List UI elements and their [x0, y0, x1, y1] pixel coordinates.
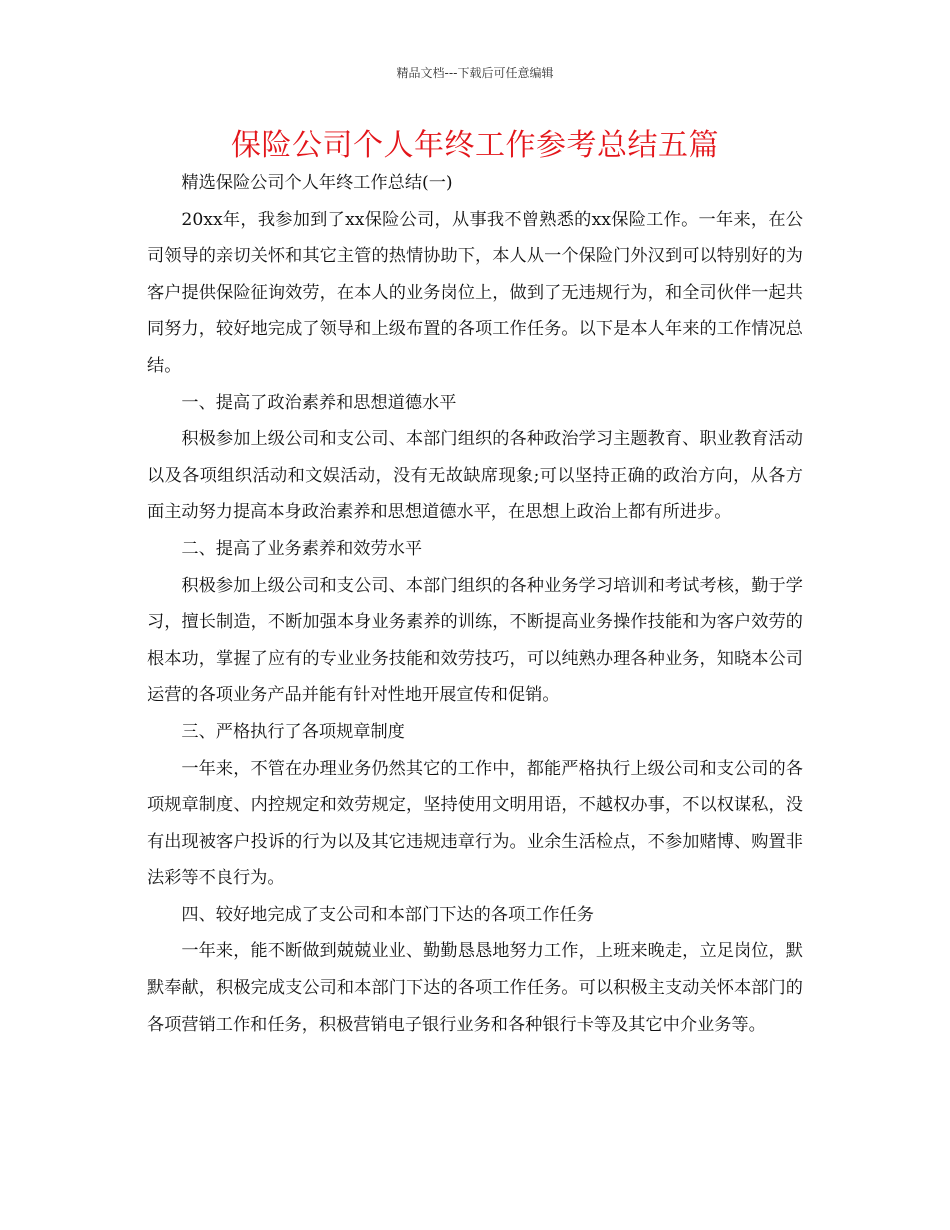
paragraph-section-2: 积极参加上级公司和支公司、本部门组织的各种业务学习培训和考试考核，勤于学习，擅长制造，不断加强本身业务素养的训练，不断提高业务操作技能和为客户效劳的根本功，掌握了应有的专业业务技能和效劳技巧，可以纯熟办理各种业务，知晓本公司运营的各项业务产品并能有针对性地开展宣传和促销。	[147, 575, 803, 706]
section-heading-1: 一、提高了政治素养和思想道德水平	[181, 392, 457, 413]
document-header: 精品文档---下载后可任意编辑	[396, 66, 554, 80]
paragraph-subtitle: 精选保险公司个人年终工作总结(一)	[181, 173, 453, 193]
document-body	[147, 165, 803, 1043]
section-heading-2: 二、提高了业务素养和效劳水平	[181, 538, 423, 559]
section-heading-3: 三、严格执行了各项规章制度	[181, 721, 405, 742]
paragraph-section-4: 一年来，能不断做到兢兢业业、勤勤恳恳地努力工作，上班来晚走，立足岗位，默默奉献，积极完成支公司和本部门下达的各项工作任务。可以积极主支动关怀本部门的各项营销工作和任务，积极营销电子银行业务和各种银行卡等及其它中介业务等。	[147, 941, 803, 1035]
paragraph-section-1: 积极参加上级公司和支公司、本部门组织的各种政治学习主题教育、职业教育活动以及各项组织活动和文娱活动，没有无故缺席现象;可以坚持正确的政治方向，从各方面主动努力提高本身政治素养和思想道德水平，在思想上政治上都有所进步。	[147, 429, 803, 523]
section-heading-4: 四、较好地完成了支公司和本部门下达的各项工作任务	[181, 904, 594, 925]
paragraph-section-3: 一年来，不管在办理业务仍然其它的工作中，都能严格执行上级公司和支公司的各项规章制度、内控规定和效劳规定，坚持使用文明用语，不越权办事，不以权谋私，没有出现被客户投诉的行为以及其它违规违章行为。业余生活检点，不参加赌博、购置非法彩等不良行为。	[147, 758, 803, 889]
document-title: 保险公司个人年终工作参考总结五篇	[231, 128, 719, 163]
paragraph-intro: 20xx年，我参加到了xx保险公司，从事我不曾熟悉的xx保险工作。一年来，在公司领导的亲切关怀和其它主管的热情协助下，本人从一个保险门外汉到可以特别好的为客户提供保险征询效劳，在本人的业务岗位上，做到了无违规行为，和全司伙伴一起共同努力，较好地完成了领导和上级布置的各项工作任务。以下是本人年来的工作情况总结。	[147, 209, 803, 376]
